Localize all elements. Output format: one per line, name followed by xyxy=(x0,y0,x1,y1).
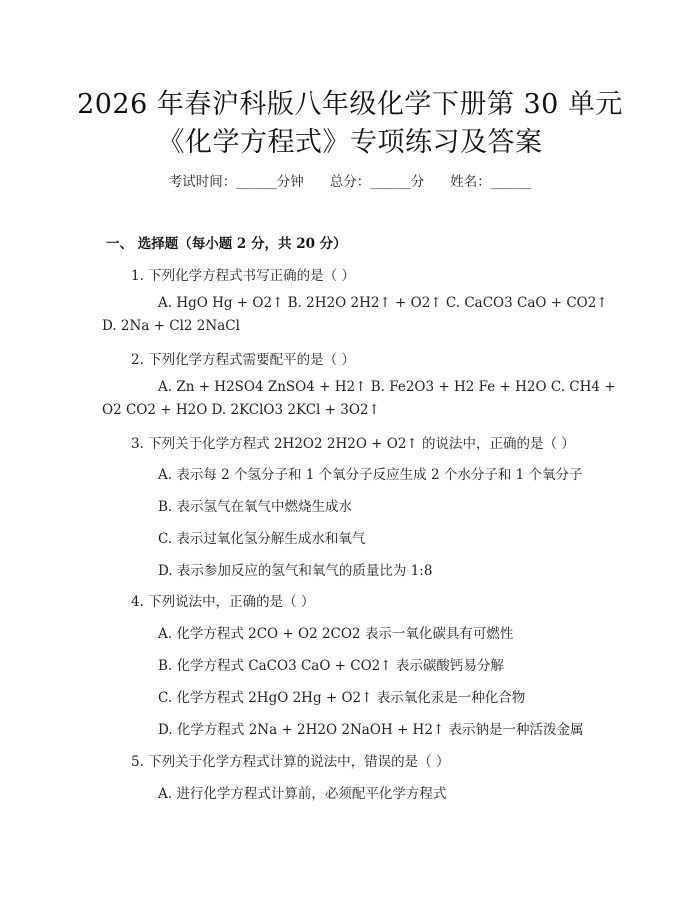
question-5-stem: 5. 下列关于化学方程式计算的说法中，错误的是（ ） xyxy=(131,754,450,770)
question-3-option-c: C. 表示过氧化氢分解生成水和氧气 xyxy=(158,531,366,547)
question-4-stem: 4. 下列说法中，正确的是（ ） xyxy=(131,594,315,610)
exam-score-field: 总分：______分 xyxy=(329,174,425,190)
student-name-field: 姓名：______ xyxy=(450,174,532,190)
question-4-option-a: A. 化学方程式 2CO + O2 2CO2 表示一氧化碳具有可燃性 xyxy=(158,626,514,642)
document-title-line-2: 《化学方程式》专项练习及答案 xyxy=(157,127,543,158)
question-4-option-c: C. 化学方程式 2HgO 2Hg + O2↑ 表示氧化汞是一种化合物 xyxy=(158,690,526,706)
question-4-option-b: B. 化学方程式 CaCO3 CaO + CO2↑ 表示碳酸钙易分解 xyxy=(158,658,504,674)
question-3-option-a: A. 表示每 2 个氢分子和 1 个氧分子反应生成 2 个水分子和 1 个氧分子 xyxy=(158,467,583,483)
question-1-options-line-1: A. HgO Hg + O2↑ B. 2H2O 2H2↑ + O2↑ C. CaCO3 CaO + CO2↑ xyxy=(158,295,608,311)
question-4-option-d: D. 化学方程式 2Na + 2H2O 2NaOH + H2↑ 表示钠是一种活泼金属 xyxy=(158,722,584,738)
question-2-options-line-1: A. Zn + H2SO4 ZnSO4 + H2↑ B. Fe2O3 + H2 Fe + H2O C. CH4 + xyxy=(158,379,616,395)
document-title-line-1: 2026 年春沪科版八年级化学下册第 30 单元 xyxy=(77,89,623,120)
section-heading: 一、 选择题（每小题 2 分，共 20 分） xyxy=(106,236,347,252)
question-2-stem: 2. 下列化学方程式需要配平的是（ ） xyxy=(131,352,355,368)
exam-info-row xyxy=(0,170,700,190)
question-3-option-b: B. 表示氢气在氧气中燃烧生成水 xyxy=(158,499,353,515)
question-1-stem: 1. 下列化学方程式书写正确的是（ ） xyxy=(131,268,355,284)
question-3-option-d: D. 表示参加反应的氢气和氧气的质量比为 1:8 xyxy=(158,563,433,579)
question-5-option-a: A. 进行化学方程式计算前，必须配平化学方程式 xyxy=(158,786,447,802)
question-3-stem: 3. 下列关于化学方程式 2H2O2 2H2O + O2↑ 的说法中，正确的是（ ） xyxy=(131,436,575,452)
question-1-options-line-2: D. 2Na + Cl2 2NaCl xyxy=(102,318,240,334)
question-2-options-line-2: O2 CO2 + H2O D. 2KClO3 2KCl + 3O2↑ xyxy=(102,402,380,418)
exam-time-field: 考试时间：______分钟 xyxy=(168,174,304,190)
